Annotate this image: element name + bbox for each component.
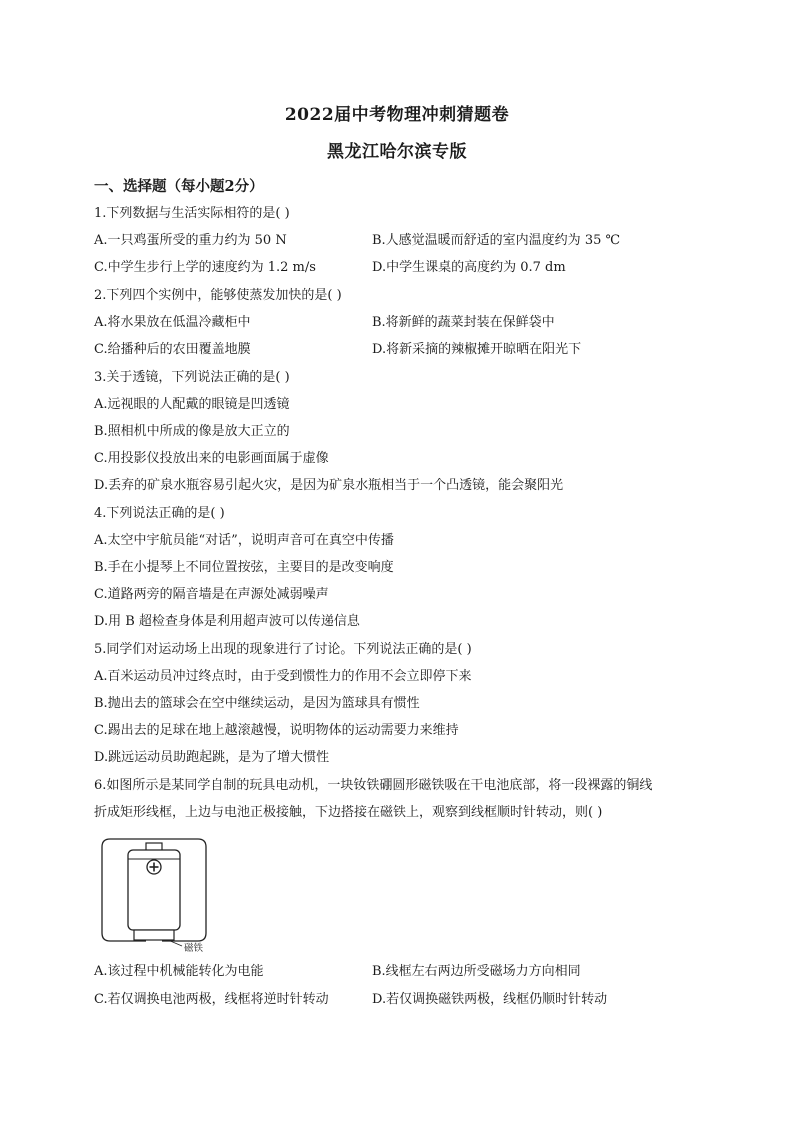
homemade-motor-diagram — [98, 833, 216, 955]
plus-icon — [147, 860, 161, 874]
question-6-option-a: A.该过程中机械能转化为电能 — [94, 964, 264, 979]
question-4-option-d: D.用 B 超检查身体是利用超声波可以传递信息 — [94, 614, 360, 629]
question-4-option-b: B.手在小提琴上不同位置按弦，主要目的是改变响度 — [94, 560, 394, 575]
question-2-stem: 2.下列四个实例中，能够使蒸发加快的是( ) — [94, 288, 342, 303]
question-5-option-a: A.百米运动员冲过终点时，由于受到惯性力的作用不会立即停下来 — [94, 669, 472, 684]
question-6-stem-line-2: 折成矩形线框，上边与电池正极接触，下边搭接在磁铁上，观察到线框顺时针转动，则( ) — [94, 805, 603, 820]
motor-figure — [98, 833, 216, 955]
question-3-option-a: A.远视眼的人配戴的眼镜是凹透镜 — [94, 397, 290, 412]
question-3-option-c: C.用投影仪投放出来的电影画面属于虚像 — [94, 451, 329, 466]
question-2-option-a: A.将水果放在低温冷藏柜中 — [94, 315, 251, 330]
magnet-disc — [134, 930, 174, 940]
question-3-stem: 3.关于透镜，下列说法正确的是( ) — [94, 370, 290, 385]
exam-subtitle: 黑龙江哈尔滨专版 — [327, 142, 467, 162]
question-6-option-d: D.若仅调换磁铁两极，线框仍顺时针转动 — [372, 992, 608, 1007]
question-2-option-b: B.将新鲜的蔬菜封装在保鲜袋中 — [372, 315, 555, 330]
question-6-option-b: B.线框左右两边所受磁场力方向相同 — [372, 964, 581, 979]
question-1-option-d: D.中学生课桌的高度约为 0.7 dm — [372, 260, 566, 275]
question-4-option-c: C.道路两旁的隔音墙是在声源处减弱噪声 — [94, 587, 329, 602]
question-4-stem: 4.下列说法正确的是( ) — [94, 506, 225, 521]
question-2-option-d: D.将新采摘的辣椒摊开晾晒在阳光下 — [372, 342, 582, 357]
question-1-option-a: A.一只鸡蛋所受的重力约为 50 N — [94, 233, 287, 248]
question-1-option-b: B.人感觉温暖而舒适的室内温度约为 35 ℃ — [372, 233, 621, 248]
question-5-option-d: D.跳远运动员助跑起跳，是为了增大惯性 — [94, 750, 330, 765]
question-3-option-b: B.照相机中所成的像是放大正立的 — [94, 424, 290, 439]
section-heading: 一、选择题（每小题2分） — [94, 178, 264, 195]
question-6-stem-line-1: 6.如图所示是某同学自制的玩具电动机，一块钕铁硼圆形磁铁吸在干电池底部，将一段裸露的铜线 — [94, 778, 653, 793]
question-3-option-d: D.丢弃的矿泉水瓶容易引起火灾，是因为矿泉水瓶相当于一个凸透镜，能会聚阳光 — [94, 478, 564, 493]
exam-title: 2022届中考物理冲刺猜题卷 — [284, 105, 510, 125]
question-5-stem: 5.同学们对运动场上出现的现象进行了讨论。下列说法正确的是( ) — [94, 642, 472, 657]
question-1-stem: 1.下列数据与生活实际相符的是( ) — [94, 206, 290, 221]
magnet-label: 磁铁 — [184, 943, 204, 954]
question-1-option-c: C.中学生步行上学的速度约为 1.2 m/s — [94, 260, 316, 275]
question-6-option-c: C.若仅调换电池两极，线框将逆时针转动 — [94, 992, 329, 1007]
question-5-option-c: C.踢出去的足球在地上越滚越慢，说明物体的运动需要力来维持 — [94, 723, 459, 738]
question-4-option-a: A.太空中宇航员能“对话”，说明声音可在真空中传播 — [94, 533, 394, 548]
question-2-option-c: C.给播种后的农田覆盖地膜 — [94, 342, 251, 357]
question-5-option-b: B.抛出去的篮球会在空中继续运动，是因为篮球具有惯性 — [94, 696, 420, 711]
